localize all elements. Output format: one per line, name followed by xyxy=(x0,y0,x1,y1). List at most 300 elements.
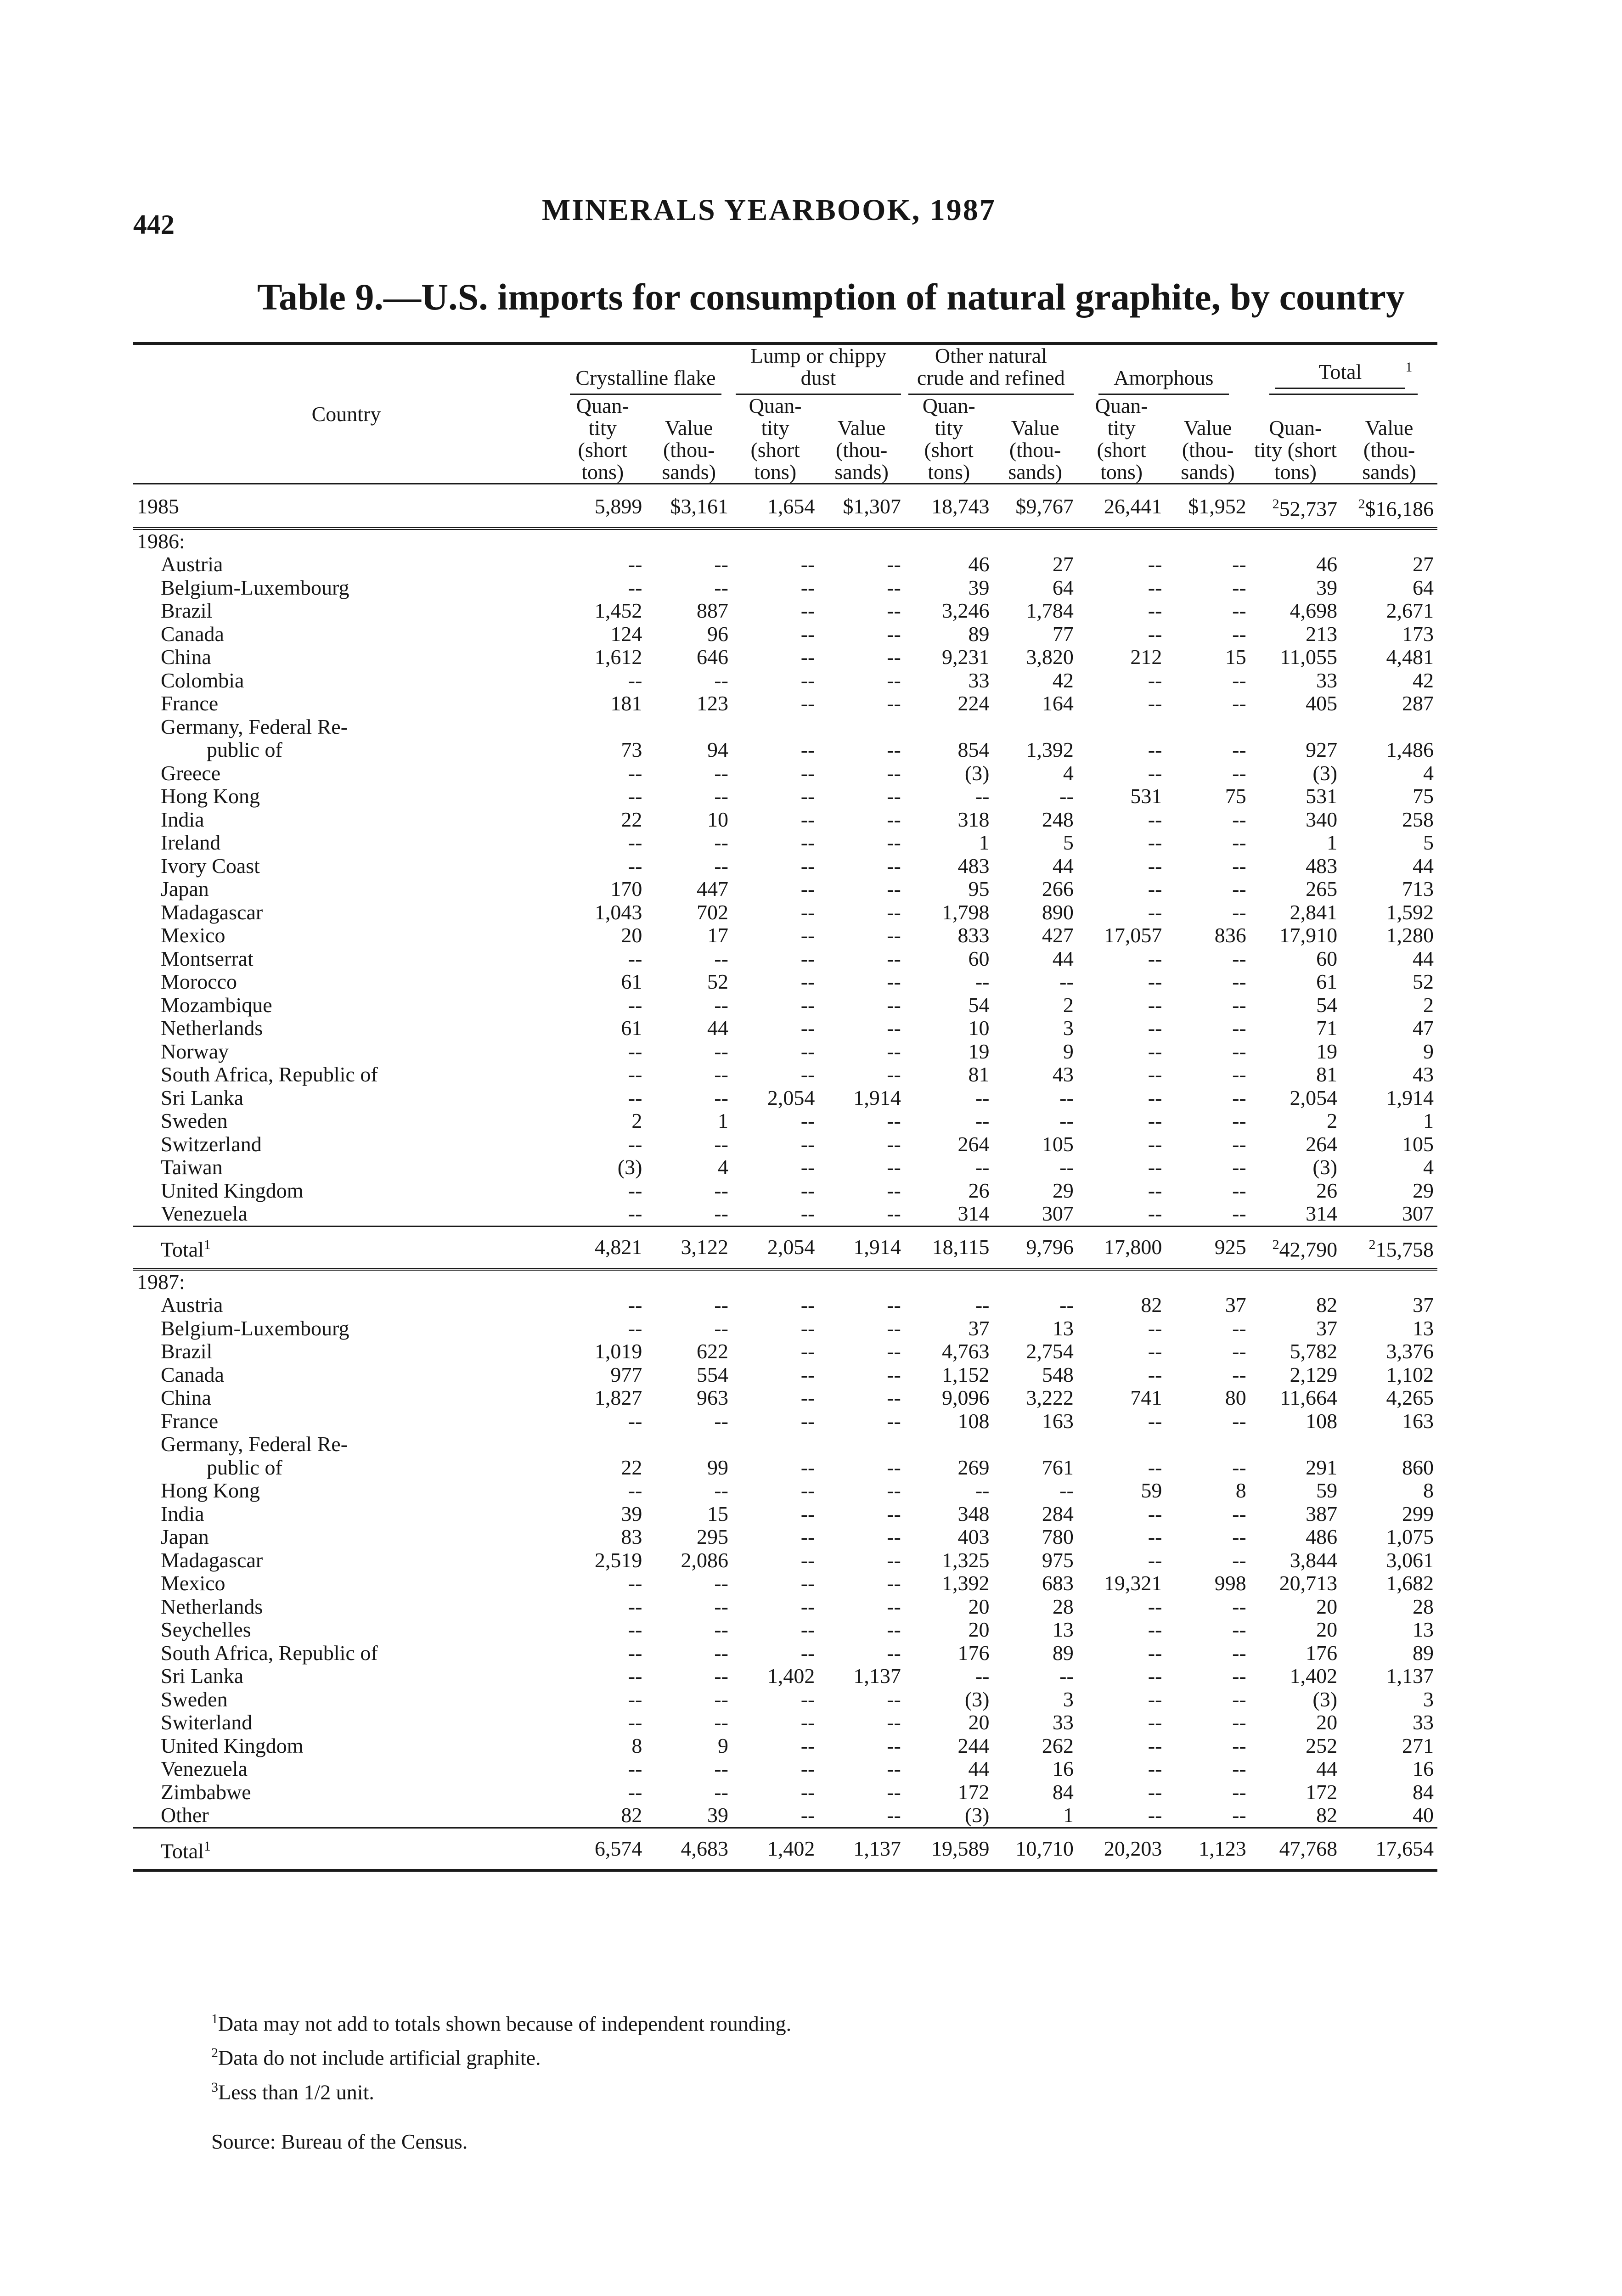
value-text: -- xyxy=(800,1455,815,1479)
value-text: 1,612 xyxy=(594,645,642,669)
value-cell xyxy=(993,1156,1077,1179)
value-cell xyxy=(818,1734,905,1758)
value-cell xyxy=(559,924,646,947)
value-cell xyxy=(1341,484,1437,529)
value-cell xyxy=(905,924,993,947)
value-cell xyxy=(1341,1340,1437,1363)
value-text: -- xyxy=(887,1780,901,1804)
country-cell xyxy=(133,1179,559,1203)
value-text: 531 xyxy=(1130,784,1162,808)
value-text: 46 xyxy=(968,552,990,576)
value-cell xyxy=(993,1063,1077,1086)
value-text: 18,115 xyxy=(932,1235,990,1259)
value-text: 1 xyxy=(979,831,990,855)
country-cell xyxy=(133,1618,559,1642)
value-text: -- xyxy=(1148,1455,1162,1479)
value-text: 1,402 xyxy=(767,1664,815,1688)
value-text: 29 xyxy=(1413,1178,1434,1202)
value-text: -- xyxy=(975,970,990,994)
table-row xyxy=(133,924,1437,947)
value-cell xyxy=(993,1040,1077,1064)
subheader-value: Value (thou- sands) xyxy=(1341,395,1437,484)
value-text: 1,452 xyxy=(594,599,642,623)
value-cell xyxy=(993,1618,1077,1642)
value-cell xyxy=(732,1665,818,1688)
value-text: -- xyxy=(887,900,901,924)
value-text: 4,265 xyxy=(1386,1386,1434,1410)
value-cell xyxy=(1077,808,1166,832)
value-cell xyxy=(1077,484,1166,529)
row-label: Colombia xyxy=(161,668,244,692)
value-cell xyxy=(905,1781,993,1804)
value-cell xyxy=(1341,623,1437,646)
value-cell xyxy=(1077,1711,1166,1734)
value-cell xyxy=(1077,1040,1166,1064)
value-text: 105 xyxy=(1402,1132,1434,1156)
table-row xyxy=(133,785,1437,808)
value-cell xyxy=(732,878,818,901)
value-cell xyxy=(559,692,646,715)
value-text: 4,763 xyxy=(941,1339,990,1363)
value-text: -- xyxy=(1148,1339,1162,1363)
value-text: -- xyxy=(1059,1155,1074,1179)
value-cell xyxy=(1166,1017,1250,1040)
value-cell xyxy=(646,1386,732,1410)
value-text: -- xyxy=(887,1548,901,1572)
value-text: 1,280 xyxy=(1386,923,1434,947)
value-text: -- xyxy=(800,993,815,1017)
value-text: 20 xyxy=(1316,1594,1338,1618)
value-text: 124 xyxy=(610,622,642,646)
row-label: Mexico xyxy=(161,1571,225,1595)
value-text: 307 xyxy=(1042,1202,1074,1226)
value-text: -- xyxy=(1232,970,1246,994)
value-cell xyxy=(818,1665,905,1688)
value-cell xyxy=(1341,1734,1437,1758)
value-cell xyxy=(646,646,732,669)
value-cell xyxy=(818,1688,905,1711)
value-cell xyxy=(993,1572,1077,1595)
value-text: -- xyxy=(1148,1757,1162,1781)
value-text: -- xyxy=(887,1339,901,1363)
value-cell xyxy=(646,1572,732,1595)
value-text: -- xyxy=(800,1063,815,1086)
value-text: 13 xyxy=(1413,1316,1434,1340)
footnotes xyxy=(211,2004,791,2156)
value-text: 1 xyxy=(1423,1109,1434,1133)
value-cell xyxy=(559,855,646,878)
value-text: -- xyxy=(1148,993,1162,1017)
group-header-amorphous: Amorphous xyxy=(1098,367,1229,395)
value-cell xyxy=(732,599,818,623)
value-cell xyxy=(905,484,993,529)
value-text: 8 xyxy=(1235,1479,1246,1503)
value-text: -- xyxy=(1232,761,1246,785)
value-text: 22 xyxy=(621,807,642,831)
value-cell xyxy=(646,1226,732,1269)
value-text: -- xyxy=(1148,1664,1162,1688)
value-cell xyxy=(559,1133,646,1156)
value-text: 82 xyxy=(1141,1293,1162,1317)
row-label: France xyxy=(161,1409,219,1433)
value-text: 405 xyxy=(1306,692,1338,715)
value-cell xyxy=(1077,1688,1166,1711)
value-text: 1,102 xyxy=(1386,1362,1434,1386)
value-text: -- xyxy=(800,761,815,785)
value-cell xyxy=(1166,1156,1250,1179)
value-cell xyxy=(1250,1317,1341,1340)
value-text: 3,246 xyxy=(941,599,990,623)
value-cell xyxy=(1166,484,1250,529)
value-cell xyxy=(1250,1479,1341,1503)
value-text: -- xyxy=(1148,1178,1162,1202)
value-text: 761 xyxy=(1042,1455,1074,1479)
value-cell xyxy=(559,1804,646,1828)
value-text: -- xyxy=(1059,1664,1074,1688)
value-text: 1,486 xyxy=(1386,738,1434,762)
value-text: -- xyxy=(800,692,815,715)
value-cell xyxy=(1341,924,1437,947)
value-cell xyxy=(1250,901,1341,924)
value-text: 2,086 xyxy=(681,1548,728,1572)
value-cell xyxy=(732,831,818,855)
value-cell xyxy=(646,1086,732,1110)
value-text: -- xyxy=(628,1178,642,1202)
value-cell xyxy=(1341,878,1437,901)
value-cell xyxy=(732,646,818,669)
value-text: 1,019 xyxy=(594,1339,642,1363)
value-text: 176 xyxy=(1306,1641,1338,1665)
value-text: -- xyxy=(1232,1039,1246,1063)
value-cell xyxy=(905,1363,993,1387)
value-text: 307 xyxy=(1402,1202,1434,1226)
value-text: -- xyxy=(1059,784,1074,808)
value-text: 42,790 xyxy=(1279,1238,1338,1261)
value-text: -- xyxy=(887,1594,901,1618)
value-cell xyxy=(905,1642,993,1665)
value-text: 89 xyxy=(1052,1641,1074,1665)
value-text: -- xyxy=(714,831,728,855)
value-cell xyxy=(732,1317,818,1340)
value-text: -- xyxy=(800,1132,815,1156)
value-cell xyxy=(905,1549,993,1572)
value-cell xyxy=(993,1410,1077,1433)
value-text: -- xyxy=(1148,1316,1162,1340)
value-text: 860 xyxy=(1402,1455,1434,1479)
value-cell xyxy=(732,1063,818,1086)
value-cell xyxy=(818,878,905,901)
value-text: -- xyxy=(628,1479,642,1503)
value-text: -- xyxy=(628,1316,642,1340)
subheader-value: Value (thou- sands) xyxy=(1166,395,1250,484)
value-text: 4,821 xyxy=(594,1235,642,1259)
value-text: -- xyxy=(887,1109,901,1133)
footnote-ref: 2 xyxy=(1369,1237,1376,1252)
footnote-text: Data do not include artificial graphite. xyxy=(218,2046,541,2070)
value-text: 266 xyxy=(1042,877,1074,901)
value-text: 284 xyxy=(1042,1502,1074,1525)
value-text: 27 xyxy=(1052,552,1074,576)
value-cell xyxy=(1077,1734,1166,1758)
value-cell xyxy=(732,1757,818,1781)
value-text: -- xyxy=(887,970,901,994)
value-cell xyxy=(1250,1063,1341,1086)
value-text: -- xyxy=(1148,1618,1162,1642)
year-heading-row xyxy=(133,529,1437,553)
value-cell xyxy=(646,1294,732,1317)
value-text: 3,820 xyxy=(1026,645,1074,669)
value-cell xyxy=(732,484,818,529)
country-cell xyxy=(133,1665,559,1688)
value-text: 54 xyxy=(1316,993,1338,1017)
value-text: 265 xyxy=(1306,877,1338,901)
country-cell xyxy=(133,1525,559,1549)
value-cell xyxy=(818,1503,905,1526)
value-text: 37 xyxy=(1225,1293,1246,1317)
value-text: -- xyxy=(628,1063,642,1086)
value-cell xyxy=(559,947,646,971)
value-cell xyxy=(818,1317,905,1340)
value-cell xyxy=(993,669,1077,692)
value-text: 73 xyxy=(621,738,642,762)
value-text: -- xyxy=(1232,599,1246,623)
value-cell xyxy=(818,1179,905,1203)
value-cell xyxy=(905,762,993,785)
value-text: 10,710 xyxy=(1015,1836,1074,1860)
value-text: -- xyxy=(628,993,642,1017)
value-cell xyxy=(559,1618,646,1642)
value-text: -- xyxy=(800,1155,815,1179)
value-cell xyxy=(1341,599,1437,623)
row-label: South Africa, Republic of xyxy=(161,1641,378,1665)
value-text: -- xyxy=(714,1664,728,1688)
value-cell xyxy=(1341,1294,1437,1317)
value-cell xyxy=(559,970,646,994)
country-cell xyxy=(133,1226,559,1269)
value-text: 262 xyxy=(1042,1733,1074,1757)
value-cell xyxy=(559,1456,646,1480)
value-text: -- xyxy=(800,1618,815,1642)
value-cell xyxy=(818,947,905,971)
value-cell xyxy=(1077,1017,1166,1040)
value-cell xyxy=(1250,1086,1341,1110)
value-text: -- xyxy=(628,1664,642,1688)
value-cell xyxy=(559,901,646,924)
value-cell xyxy=(1250,1757,1341,1781)
value-cell xyxy=(818,576,905,600)
value-text: 340 xyxy=(1306,807,1338,831)
value-cell xyxy=(732,1294,818,1317)
value-cell xyxy=(905,1109,993,1133)
value-text: -- xyxy=(1148,738,1162,762)
value-cell xyxy=(1166,1063,1250,1086)
country-cell xyxy=(133,1804,559,1828)
value-cell xyxy=(559,1549,646,1572)
value-cell xyxy=(1166,1665,1250,1688)
value-text: 52 xyxy=(707,970,728,994)
footnote-mark: 3 xyxy=(211,2079,218,2095)
subheader-quantity: Quan- tity (short tons) xyxy=(905,395,993,484)
footnote-ref: 1 xyxy=(1405,359,1413,375)
value-cell xyxy=(993,1688,1077,1711)
value-cell xyxy=(1341,901,1437,924)
value-cell xyxy=(818,599,905,623)
value-text: -- xyxy=(887,1063,901,1086)
value-cell xyxy=(905,1133,993,1156)
value-text: -- xyxy=(714,1039,728,1063)
value-text: -- xyxy=(887,1803,901,1827)
value-text: 264 xyxy=(957,1132,990,1156)
value-text: -- xyxy=(1148,1063,1162,1086)
value-cell xyxy=(905,1525,993,1549)
value-text: 37 xyxy=(1413,1293,1434,1317)
value-text: 702 xyxy=(696,900,728,924)
value-text: -- xyxy=(800,1780,815,1804)
value-text: -- xyxy=(1232,1757,1246,1781)
value-text: (3) xyxy=(964,1803,990,1827)
value-cell xyxy=(818,1642,905,1665)
value-cell xyxy=(1166,947,1250,971)
value-text: 47,768 xyxy=(1279,1836,1338,1860)
value-cell xyxy=(559,1757,646,1781)
value-text: 170 xyxy=(610,877,642,901)
value-cell xyxy=(559,1410,646,1433)
value-text: 52,737 xyxy=(1279,497,1338,521)
country-cell xyxy=(133,970,559,994)
row-label: Morocco xyxy=(161,970,237,994)
value-text: -- xyxy=(1232,993,1246,1017)
value-text: 1,152 xyxy=(941,1362,990,1386)
value-text: 44 xyxy=(1413,946,1434,970)
footnote-ref: 2 xyxy=(1358,496,1365,512)
value-text: 1,392 xyxy=(1026,738,1074,762)
table-title: Table 9.—U.S. imports for consumption of natural graphite, by country xyxy=(257,276,1405,318)
value-cell xyxy=(646,1017,732,1040)
value-text: -- xyxy=(800,807,815,831)
value-text: 1,914 xyxy=(1386,1086,1434,1109)
value-cell xyxy=(1250,692,1341,715)
value-cell xyxy=(1166,1828,1250,1870)
value-text: 3,844 xyxy=(1290,1548,1338,1572)
value-text: $1,307 xyxy=(843,495,901,518)
value-cell xyxy=(1341,1317,1437,1340)
value-text: (3) xyxy=(1312,1687,1338,1711)
value-text: 2 xyxy=(1327,1109,1338,1133)
value-cell xyxy=(1166,692,1250,715)
value-text: 37 xyxy=(1316,1316,1338,1340)
value-text: 531 xyxy=(1306,784,1338,808)
value-cell xyxy=(818,669,905,692)
value-text: 44 xyxy=(1052,946,1074,970)
value-cell xyxy=(1341,1109,1437,1133)
value-cell xyxy=(559,1642,646,1665)
value-cell xyxy=(646,1133,732,1156)
value-cell xyxy=(1166,646,1250,669)
value-cell xyxy=(559,1595,646,1619)
value-text: 271 xyxy=(1402,1733,1434,1757)
value-cell xyxy=(1166,1781,1250,1804)
table-row xyxy=(133,855,1437,878)
value-cell xyxy=(905,855,993,878)
value-cell xyxy=(1077,669,1166,692)
value-text: -- xyxy=(975,1664,990,1688)
value-text: 244 xyxy=(957,1733,990,1757)
value-cell xyxy=(993,947,1077,971)
value-cell xyxy=(732,762,818,785)
value-cell xyxy=(1077,738,1166,762)
value-text: 1 xyxy=(1327,831,1338,855)
value-cell xyxy=(1341,947,1437,971)
value-cell xyxy=(818,1063,905,1086)
value-cell xyxy=(818,901,905,924)
value-cell xyxy=(1166,1503,1250,1526)
value-text: 176 xyxy=(957,1641,990,1665)
value-cell xyxy=(1250,970,1341,994)
value-cell xyxy=(1077,1781,1166,1804)
value-cell xyxy=(732,785,818,808)
value-text: 89 xyxy=(1413,1641,1434,1665)
value-cell xyxy=(646,762,732,785)
value-cell xyxy=(1077,1386,1166,1410)
value-text: 26 xyxy=(968,1178,990,1202)
value-cell xyxy=(1250,947,1341,971)
value-cell xyxy=(1250,1503,1341,1526)
row-label: Japan xyxy=(161,877,209,901)
value-cell xyxy=(905,1479,993,1503)
value-text: 1,654 xyxy=(767,495,815,518)
value-text: -- xyxy=(714,761,728,785)
value-cell xyxy=(646,1063,732,1086)
value-cell xyxy=(559,785,646,808)
value-cell xyxy=(1341,553,1437,576)
value-cell xyxy=(1341,1040,1437,1064)
value-text: -- xyxy=(800,923,815,947)
value-cell xyxy=(1077,1363,1166,1387)
value-text: -- xyxy=(1148,1594,1162,1618)
country-cell xyxy=(133,1595,559,1619)
row-label: 1986: xyxy=(137,529,185,553)
value-cell xyxy=(559,1711,646,1734)
value-cell xyxy=(993,1503,1077,1526)
value-text: 33 xyxy=(1052,1711,1074,1734)
value-text: -- xyxy=(1232,668,1246,692)
country-cell xyxy=(133,1363,559,1387)
value-cell xyxy=(1166,599,1250,623)
value-text: -- xyxy=(800,946,815,970)
value-cell xyxy=(818,1410,905,1433)
value-text: -- xyxy=(800,1202,815,1226)
value-text: 172 xyxy=(957,1780,990,1804)
value-text: -- xyxy=(1148,1362,1162,1386)
value-cell xyxy=(818,646,905,669)
value-text: 314 xyxy=(957,1202,990,1226)
value-cell xyxy=(1250,1294,1341,1317)
value-text: -- xyxy=(887,1733,901,1757)
table-row xyxy=(133,1109,1437,1133)
country-cell xyxy=(133,855,559,878)
value-text: -- xyxy=(800,1016,815,1040)
table-row xyxy=(133,692,1437,715)
value-cell xyxy=(1341,1618,1437,1642)
value-cell xyxy=(1166,553,1250,576)
value-text: -- xyxy=(1148,1132,1162,1156)
country-cell xyxy=(133,785,559,808)
value-cell xyxy=(818,1595,905,1619)
value-cell xyxy=(1077,1340,1166,1363)
value-text: -- xyxy=(800,1548,815,1572)
value-cell xyxy=(1166,785,1250,808)
value-cell xyxy=(646,1525,732,1549)
